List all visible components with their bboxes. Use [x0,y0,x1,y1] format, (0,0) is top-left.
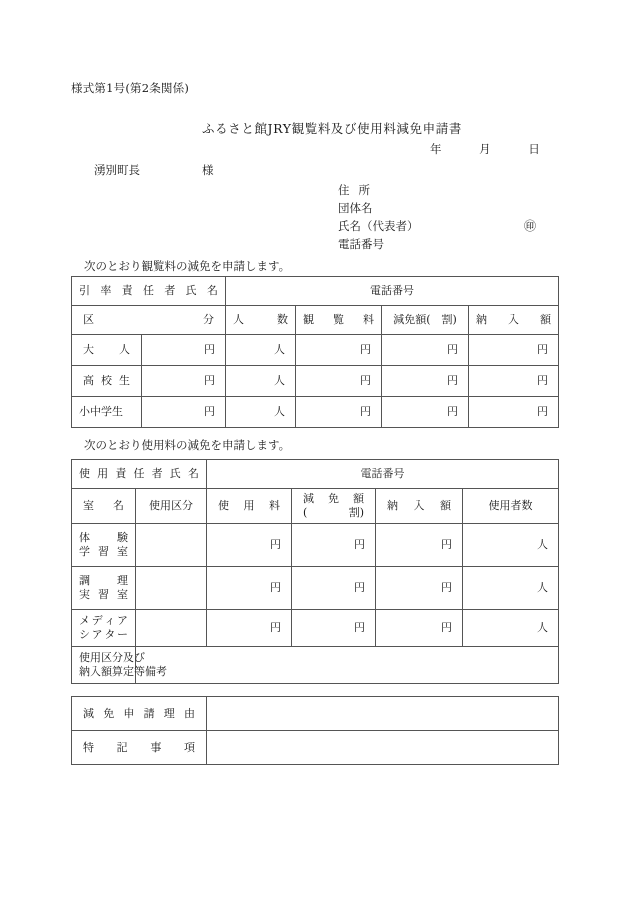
usage-room-taiken [72,524,136,567]
unit-yen: 円 [441,621,452,635]
usage-payment-taiken[interactable] [376,524,463,567]
admission-people-highschool[interactable] [226,366,296,397]
admission-reduction-elemjunior[interactable] [382,397,469,428]
label-char: 学 [79,545,90,558]
label-char: 減 [303,492,314,506]
usage-lead-text: 次のとおり使用料の減免を申請します。 [84,438,291,452]
table-row [72,277,559,306]
addressee-honorific: 様 [202,163,214,177]
usage-fee-table [71,459,559,684]
label-char: 額 [540,313,551,327]
admission-fee-header [296,306,382,335]
addressee-name: 湧別町長 [94,163,140,177]
unit-yen: 円 [204,405,215,419]
label-char: 験 [117,531,128,545]
admission-responsible-label [72,284,225,298]
form-number: 様式第1号(第2条関係) [71,81,190,95]
unit-yen: 円 [360,343,371,357]
usage-fee-chori[interactable] [207,567,292,610]
admission-unitprice-highschool[interactable] [142,366,226,397]
admission-reduction-highschool[interactable] [382,366,469,397]
admission-fee-table [71,276,559,428]
applicant-phone-label: 電話番号 [338,237,384,251]
usage-remarks-label [72,647,167,684]
usage-payment-chori[interactable] [376,567,463,610]
unit-yen: 円 [360,374,371,388]
table-header-row [72,489,559,524]
usage-reduction-chori[interactable] [292,567,376,610]
admission-row-label-elemjunior [72,397,142,428]
label-char: 納 [79,665,90,678]
label-char: 分 [203,313,214,327]
usage-fee-mediatheater[interactable] [207,610,292,647]
label-char: 習 [98,588,109,601]
label-char: 理 [117,574,128,588]
applicant-address-row [338,181,419,199]
admission-phone-label: 電話番号 [370,284,414,298]
unit-people: 人 [274,405,285,419]
label-char: 高 [83,374,94,388]
usage-reduction-header [292,489,376,524]
label-char: 項 [183,740,195,754]
usage-userscount-taiken[interactable] [463,524,559,567]
label-char: 室 [117,545,128,558]
applicant-representative-label: 氏名（代表者） [338,219,419,233]
unit-yen: 円 [270,621,281,635]
label-char: 習 [98,545,109,558]
unit-yen: 円 [354,538,365,552]
usage-fee-header [207,489,292,524]
label-char: 氏 [185,284,197,298]
applicant-block [338,181,537,253]
year-label: 年 [430,142,442,156]
label-char: ー [116,628,128,641]
label-char: メ [79,614,90,628]
unit-yen: 円 [447,374,458,388]
admission-fee-elemjunior[interactable] [296,397,382,428]
usage-reduction-taiken[interactable] [292,524,376,567]
label-char: 人 [119,343,130,357]
page-title: ふるさと館JRY観覧料及び使用料減免申請書 [202,121,462,136]
table-row [72,731,559,765]
table-row [72,567,559,610]
applicant-organization-label: 団体名 [338,201,373,215]
label-char: 使 [218,499,229,513]
label-char: 分 [112,651,123,665]
unit-yen: 円 [447,343,458,357]
table-row [72,697,559,731]
label-char: 由 [183,706,195,720]
usage-payment-header [376,489,463,524]
date-line [430,141,540,157]
label-char: 大 [83,343,94,357]
usage-payment-mediatheater[interactable] [376,610,463,647]
admission-payment-highschool[interactable] [469,366,559,397]
usage-type-mediatheater[interactable] [136,610,207,647]
unit-people: 人 [537,581,548,595]
usage-type-header: 使用区分 [136,489,207,524]
label-char: 特 [83,740,94,754]
table-row [72,335,559,366]
label-char: 数 [277,313,288,327]
label-char: 納 [476,313,487,327]
label-char: 考 [156,665,167,678]
reason-table [71,696,559,765]
usage-phone-header-cell[interactable] [207,460,559,489]
notes-value[interactable] [207,731,559,765]
label-char: 及 [123,651,134,665]
label-char: 記 [116,740,128,754]
admission-fee-highschool[interactable] [296,366,382,397]
label-char: 用 [243,499,255,513]
admission-row-label-adult [72,335,142,366]
label-char: ア [91,628,103,641]
table-row [72,397,559,428]
table-row [72,366,559,397]
admission-unitprice-adult[interactable] [142,335,226,366]
admission-fee-adult[interactable] [296,335,382,366]
label-char: 用 [90,651,101,665]
label-char: 名 [206,284,218,298]
admission-reduction-adult[interactable] [382,335,469,366]
admission-people-adult[interactable] [226,335,296,366]
label-char: び [134,651,145,665]
admission-people-elemjunior[interactable] [226,397,296,428]
label-char: 室 [117,588,128,601]
admission-payment-header [469,306,559,335]
label-char: 小中学生 [79,405,123,419]
label-char: 責 [121,284,133,298]
unit-people: 人 [537,538,548,552]
label-char: 等 [134,665,145,678]
admission-people-header [226,306,296,335]
label-char: 人 [233,313,244,327]
unit-yen: 円 [441,581,452,595]
label-char: 入 [413,499,425,513]
unit-yen: 円 [537,343,548,357]
label-char: 用 [97,467,109,481]
label-char: 観 [303,313,314,327]
label-char: デ [91,614,103,628]
reason-label [72,697,207,731]
label-char: 責 [115,467,127,481]
label-char: 額 [440,499,451,513]
label-char: 実 [79,588,90,601]
admission-lead-text: 次のとおり観覧料の減免を申請します。 [84,259,291,273]
admission-row-label-highschool [72,366,142,397]
addressee [94,162,214,178]
label-char: 料 [363,313,374,327]
admission-payment-elemjunior[interactable] [469,397,559,428]
label-char: 名 [113,499,124,513]
usage-phone-label: 電話番号 [360,467,405,481]
usage-userscount-header: 使用者数 [463,489,559,524]
usage-room-mediatheater [72,610,136,647]
table-row [72,647,559,684]
label-char: 使 [79,651,90,665]
applicant-address-label-2: 所 [358,183,370,197]
applicant-representative-row [338,217,537,235]
admission-category-header [72,306,226,335]
unit-yen: 円 [270,581,281,595]
seal-icon: ㊞ [524,219,537,233]
label-char: 納 [387,499,398,513]
label-char: 名 [187,467,199,481]
table-header-row [72,306,559,335]
unit-yen: 円 [537,374,548,388]
label-char: 定 [123,665,134,678]
label-char: ( [303,506,308,519]
admission-payment-adult[interactable] [469,335,559,366]
label-char: ア [116,614,128,628]
label-char: 額 [101,665,112,678]
label-char: 備 [145,665,156,678]
label-char: シ [79,628,90,641]
table-row [72,610,559,647]
label-char: 任 [142,284,154,298]
table-row [72,524,559,567]
notes-label [72,731,207,765]
month-label: 月 [479,142,491,156]
label-char: 率 [100,284,112,298]
usage-userscount-mediatheater[interactable] [463,610,559,647]
usage-type-chori[interactable] [136,567,207,610]
label-char: 割) [348,506,364,519]
applicant-organization-row [338,199,419,217]
label-char: 区 [101,651,112,665]
label-char: 減 [83,706,94,720]
label-char: 氏 [169,467,181,481]
usage-responsible-label [72,467,206,481]
admission-responsible-label-cell [72,277,226,306]
reason-value[interactable] [207,697,559,731]
label-char: 使 [79,467,90,481]
usage-fee-taiken[interactable] [207,524,292,567]
usage-room-chori [72,567,136,610]
unit-yen: 円 [204,343,215,357]
label-char: 算 [112,665,123,678]
usage-responsible-label-cell [72,460,207,489]
applicant-address-label-1: 住 [338,183,350,197]
label-char: 入 [508,313,519,327]
label-char: 区 [83,313,94,327]
label-char: 額 [353,492,364,506]
applicant-phone-row [338,235,419,253]
label-char: 免 [103,706,115,720]
label-char: 覧 [333,313,344,327]
label-char: タ [104,628,116,641]
label-char: 免 [328,492,339,506]
unit-yen: 円 [354,621,365,635]
label-char: 者 [151,467,163,481]
unit-yen: 円 [270,538,281,552]
usage-reduction-mediatheater[interactable] [292,610,376,647]
label-char: 引 [79,284,90,298]
unit-yen: 円 [441,538,452,552]
label-char: 料 [269,499,280,513]
label-char: 校 [101,374,112,388]
unit-yen: 円 [360,405,371,419]
usage-remarks-value[interactable] [136,647,559,684]
usage-userscount-chori[interactable] [463,567,559,610]
usage-type-taiken[interactable] [136,524,207,567]
unit-yen: 円 [354,581,365,595]
admission-phone-header-cell[interactable] [226,277,559,306]
admission-unitprice-elemjunior[interactable] [142,397,226,428]
unit-people: 人 [274,374,285,388]
label-char: 申 [123,706,135,720]
day-label: 日 [528,142,540,156]
table-row [72,460,559,489]
label-char: 体 [79,531,90,545]
label-char: 請 [143,706,155,720]
label-char: 調 [79,574,90,588]
label-char: 入 [90,665,101,678]
label-char: 任 [133,467,145,481]
label-char: 室 [83,499,94,513]
admission-reduction-header: 減免額( 割) [382,306,469,335]
unit-yen: 円 [204,374,215,388]
unit-people: 人 [274,343,285,357]
unit-yen: 円 [447,405,458,419]
label-char: ィ [104,614,116,628]
label-char: 者 [164,284,176,298]
label-char: 理 [163,706,175,720]
label-char: 生 [119,374,130,388]
label-char: 事 [150,740,162,754]
unit-yen: 円 [537,405,548,419]
usage-room-header [72,489,136,524]
unit-people: 人 [537,621,548,635]
